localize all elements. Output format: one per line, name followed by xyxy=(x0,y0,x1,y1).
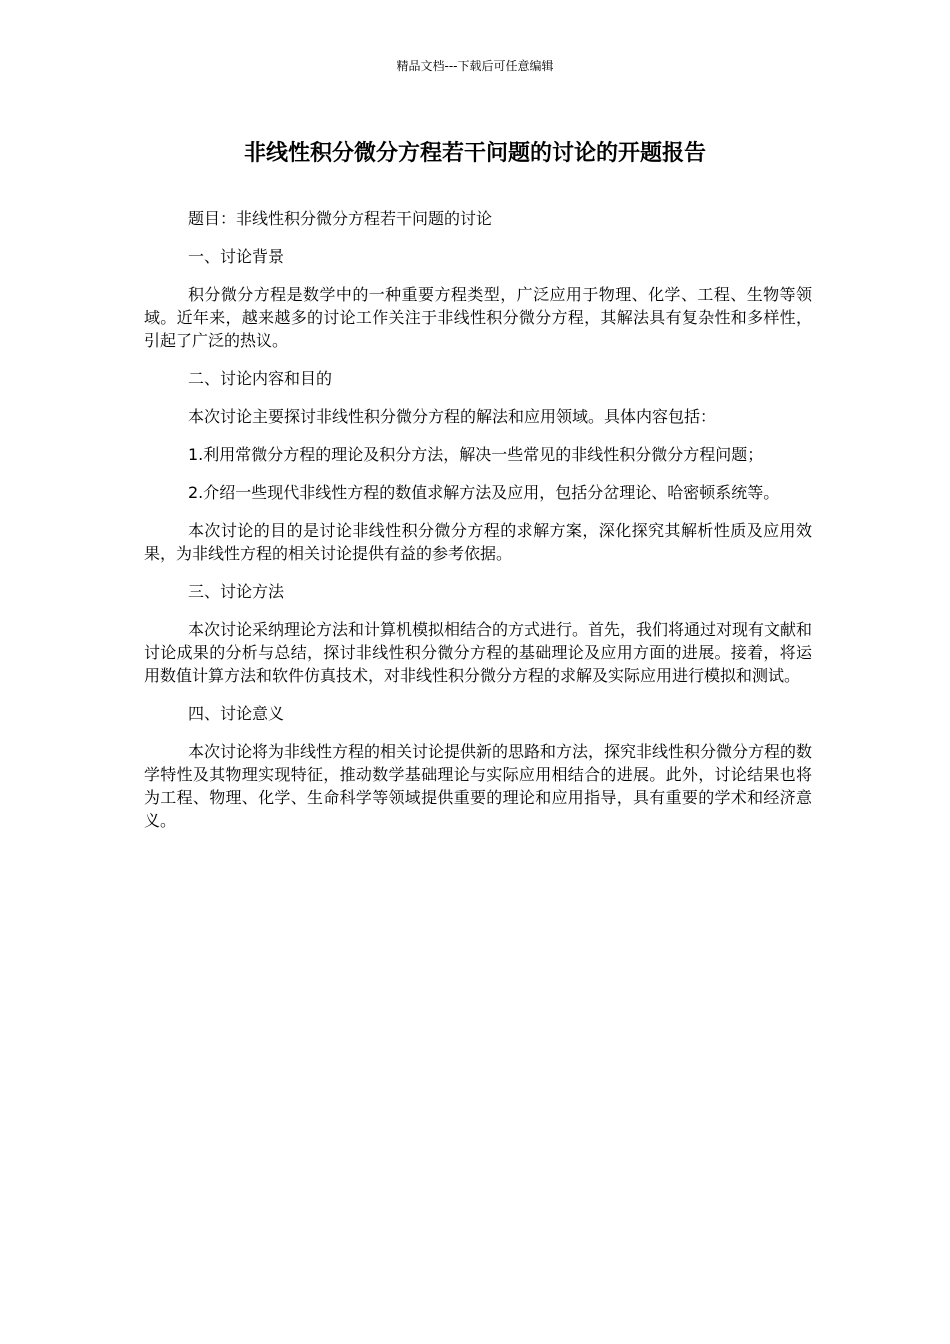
header-note: 精品文档---下载后可任意编辑 xyxy=(396,59,554,73)
paragraph-background: 积分微分方程是数学中的一种重要方程类型，广泛应用于物理、化学、工程、生物等领域。近年来，越来越多的讨论工作关注于非线性积分微分方程，其解法具有复杂性和多样性，引起了广泛的热议。 xyxy=(144,285,812,350)
paragraph-content-intro: 本次讨论主要探讨非线性积分微分方程的解法和应用领域。具体内容包括： xyxy=(188,407,717,426)
list-item-2: 2.介绍一些现代非线性方程的数值求解方法及应用，包括分岔理论、哈密顿系统等。 xyxy=(188,483,780,502)
list-item-1: 1.利用常微分方程的理论及积分方法，解决一些常见的非线性积分微分方程问题； xyxy=(188,445,764,464)
paragraph-methods: 本次讨论采纳理论方法和计算机模拟相结合的方式进行。首先，我们将通过对现有文献和讨论成果的分析与总结，探讨非线性积分微分方程的基础理论及应用方面的进展。接着，将运用数值计算方法和软件仿真技术，对非线性积分微分方程的求解及实际应用进行模拟和测试。 xyxy=(144,620,813,685)
section-heading-background: 一、讨论背景 xyxy=(188,247,285,266)
topic-line: 题目：非线性积分微分方程若干问题的讨论 xyxy=(188,209,493,228)
section-heading-content-purpose: 二、讨论内容和目的 xyxy=(188,369,333,388)
paragraph-significance: 本次讨论将为非线性方程的相关讨论提供新的思路和方法，探究非线性积分微分方程的数学特性及其物理实现特征，推动数学基础理论与实际应用相结合的进展。此外，讨论结果也将为工程、物理、化学、生命科学等领域提供重要的理论和应用指导，具有重要的学术和经济意义。 xyxy=(144,742,813,830)
document-body xyxy=(144,207,812,847)
section-heading-significance: 四、讨论意义 xyxy=(188,704,285,723)
paragraph-purpose: 本次讨论的目的是讨论非线性积分微分方程的求解方案，深化探究其解析性质及应用效果，为非线性方程的相关讨论提供有益的参考依据。 xyxy=(144,521,812,563)
document-title: 非线性积分微分方程若干问题的讨论的开题报告 xyxy=(243,141,706,166)
section-heading-methods: 三、讨论方法 xyxy=(188,582,285,601)
